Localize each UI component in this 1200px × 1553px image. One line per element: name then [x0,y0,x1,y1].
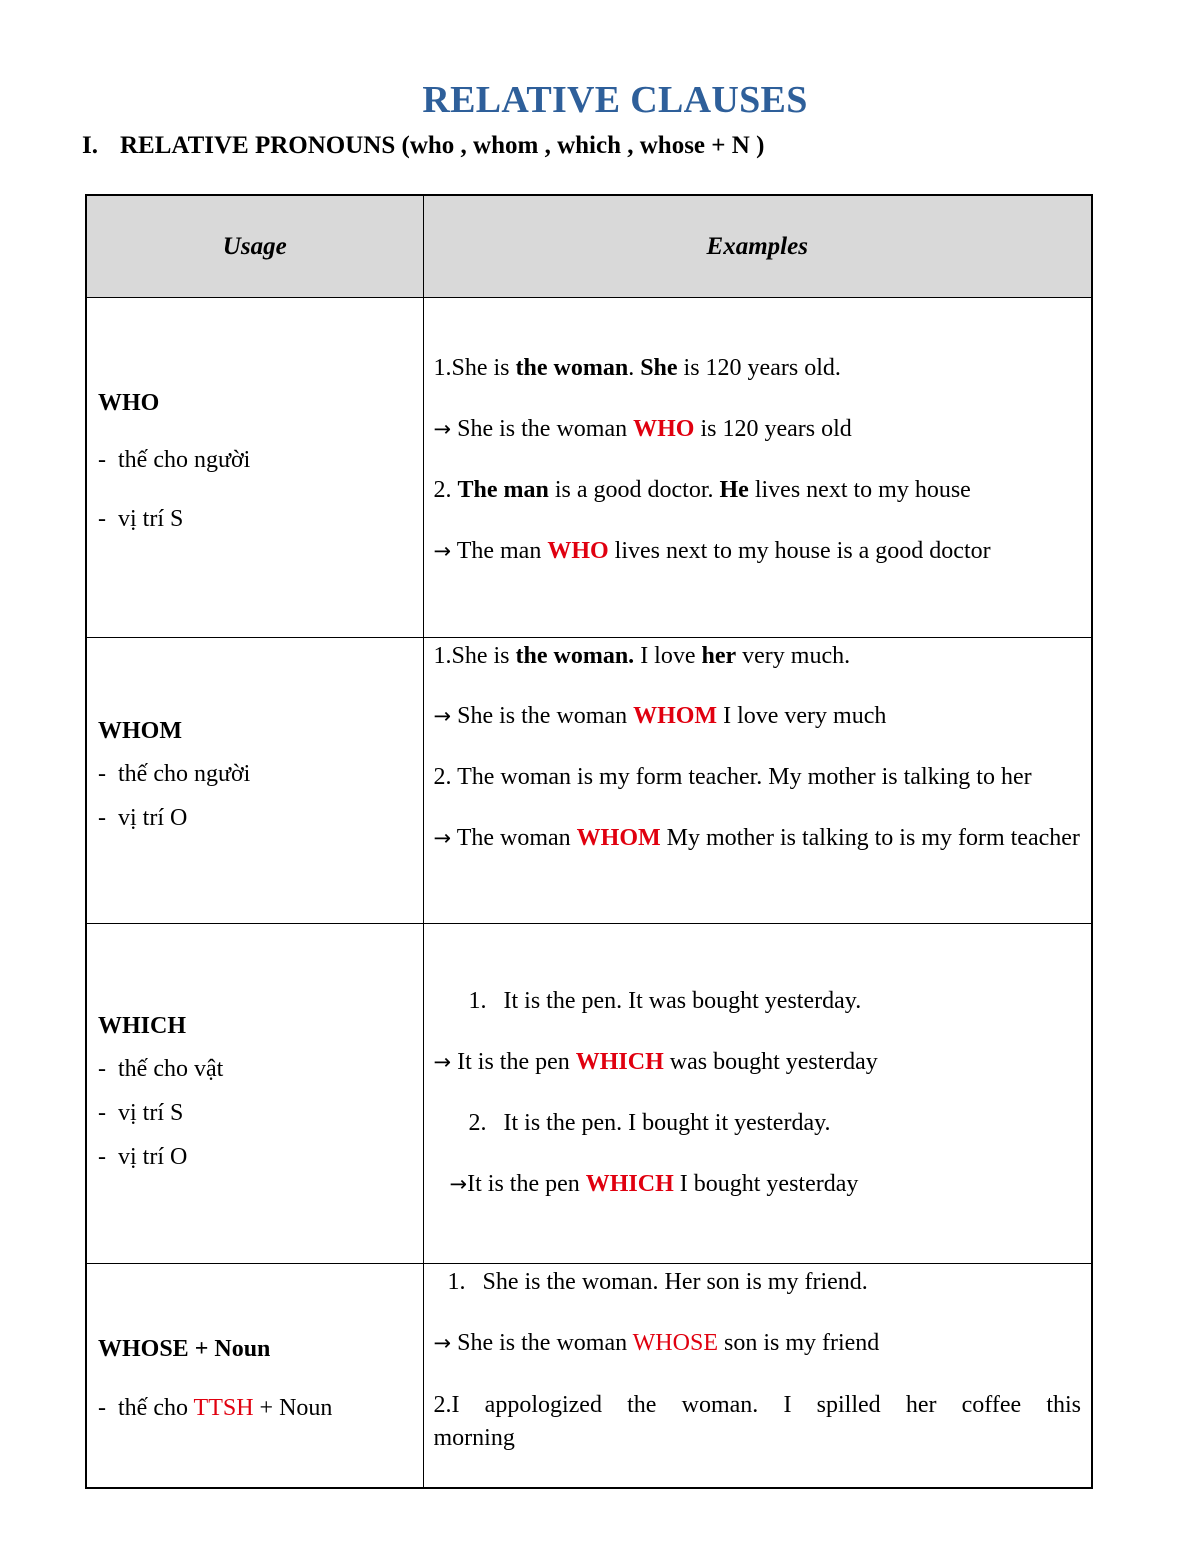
section-heading [82,132,764,160]
example-answer: → She is the woman WHO is 120 years old [433,416,852,442]
usage-note: - thế cho người [98,760,251,787]
examples-cell-who [423,298,1092,638]
example-answer: →It is the pen WHICH I bought yesterday [449,1171,859,1197]
pronoun-label: WHOSE + Noun [98,1336,271,1363]
examples-header: Examples [423,195,1092,298]
usage-note-text: thế cho vật [118,1055,224,1082]
arrow-icon: → [433,704,452,728]
usage-note-text: thế cho người [118,447,251,473]
usage-note: - vị trí S [98,1099,184,1126]
usage-note: - thế cho người [98,447,251,473]
usage-cell-which [86,924,423,1264]
arrow-icon: → [449,1172,468,1196]
usage-note-text: vị trí S [118,1099,184,1126]
examples-cell-which [423,924,1092,1264]
usage-note-text: thế cho người [118,760,251,787]
usage-note: - thế cho TTSH + Noun [98,1395,333,1422]
pronoun-label: WHO [98,390,160,416]
usage-cell-who [86,298,423,638]
table-row-whose [86,1264,1092,1488]
section-heading-text: RELATIVE PRONOUNS (who , whom , which , whose + N ) [120,132,765,159]
example-sentence: 1.She is the woman. I love her very much. [433,643,851,669]
example-sentence: 1. It is the pen. It was bought yesterday. [468,988,862,1014]
table-row-whom [86,638,1092,924]
usage-note-text: vị trí S [118,506,184,532]
table-row-which [86,924,1092,1264]
arrow-icon: → [433,826,452,850]
usage-note-text: vị trí O [118,804,188,831]
example-sentence: 1. She is the woman. Her son is my friend. [447,1269,868,1295]
section-number: I. [82,132,98,159]
usage-note: - vị trí S [98,506,184,532]
usage-header: Usage [86,195,423,298]
arrow-icon: → [433,539,452,563]
usage-note: - vị trí O [98,1143,188,1170]
table-header-row [86,195,1092,298]
usage-note-text: vị trí O [118,1143,188,1170]
example-answer: → The woman WHOM My mother is talking to is my form teacher [433,825,1080,851]
usage-note: - thế cho vật [98,1055,224,1082]
arrow-icon: → [433,417,452,441]
arrow-icon: → [433,1050,452,1074]
table-row-who [86,298,1092,638]
example-answer: → It is the pen WHICH was bought yesterday [433,1049,878,1075]
document-title: RELATIVE CLAUSES [422,79,808,121]
example-answer: → The man WHO lives next to my house is a good doctor [433,538,991,564]
example-sentence: 1.She is the woman. She is 120 years old. [433,355,841,381]
examples-cell-whose [423,1264,1092,1488]
example-sentence: 2.I appologized the woman. I spilled her coffee this morning [433,1392,1081,1451]
example-answer: → She is the woman WHOSE son is my friend [433,1330,880,1356]
usage-note: - vị trí O [98,804,188,831]
pronoun-label: WHOM [98,717,182,744]
pronoun-label: WHICH [98,1012,187,1039]
example-answer: → She is the woman WHOM I love very much [433,703,887,729]
relative-pronouns-table [85,194,1093,1489]
example-sentence: 2. The man is a good doctor. He lives next to my house [433,477,971,503]
usage-cell-whose [86,1264,423,1488]
example-sentence: 2. It is the pen. I bought it yesterday. [468,1110,831,1136]
arrow-icon: → [433,1331,452,1355]
usage-cell-whom [86,638,423,924]
examples-cell-whom [423,638,1092,924]
example-sentence: 2. The woman is my form teacher. My mother is talking to her [433,764,1032,790]
